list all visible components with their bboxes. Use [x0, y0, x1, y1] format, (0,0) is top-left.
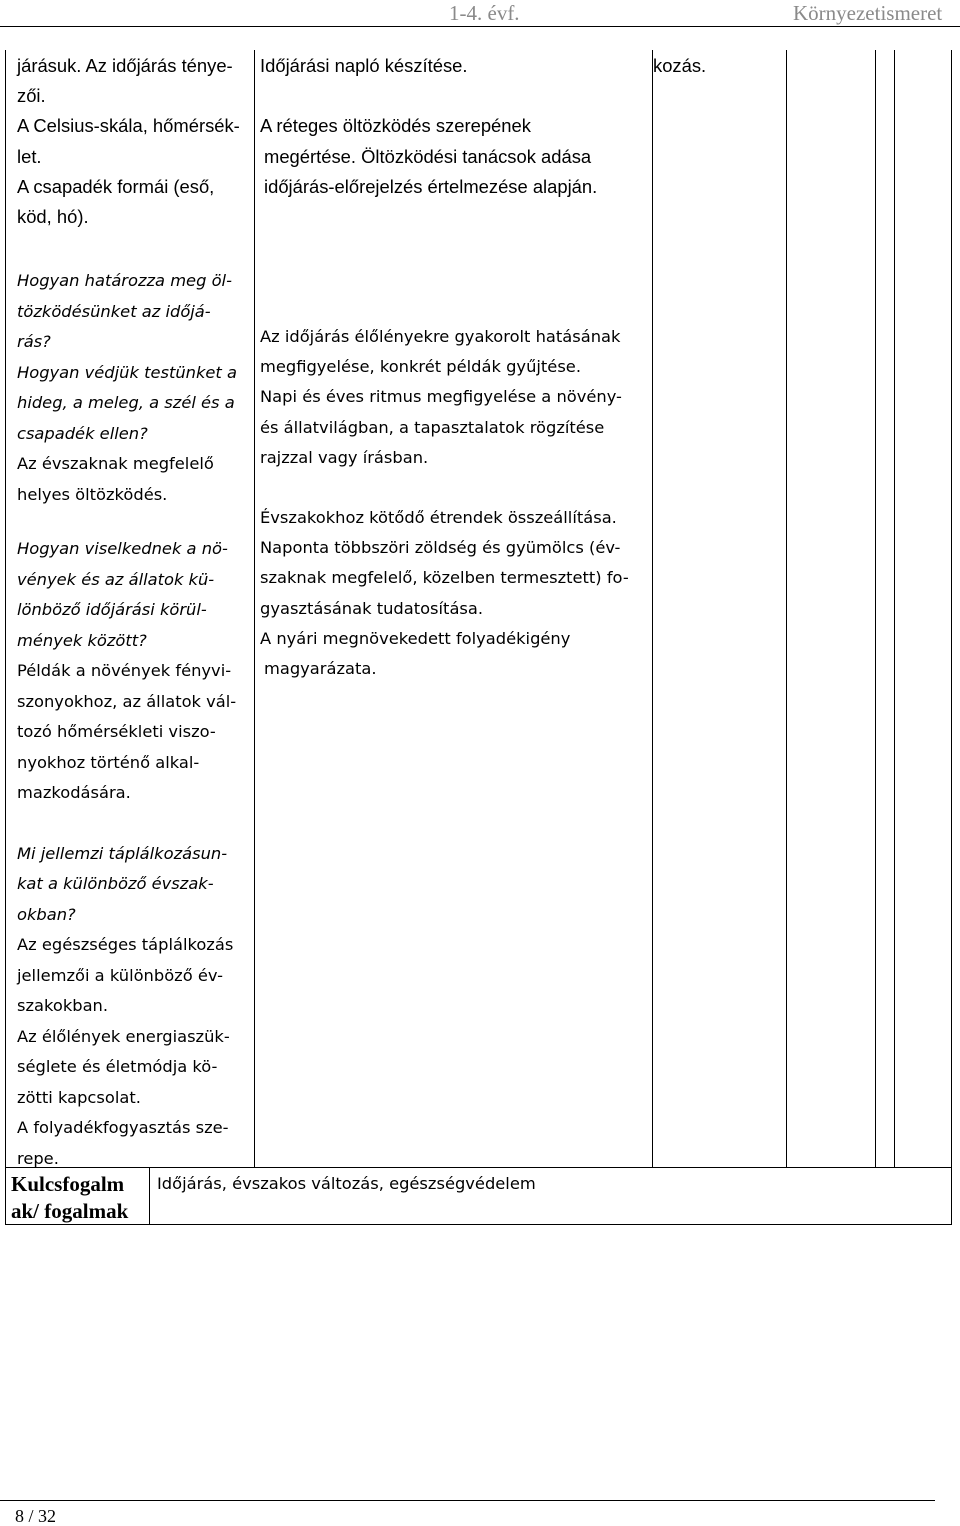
keywords-label-line: Kulcsfogalm [11, 1172, 125, 1196]
header-rule [0, 26, 960, 27]
column-divider-3 [786, 50, 787, 1167]
activity-line: rajzzal vagy írásban. [260, 447, 429, 467]
question-line: mények között? [17, 630, 147, 650]
topic-line: A csapadék formái (eső, [17, 175, 215, 197]
footer-rule [0, 1500, 935, 1501]
question-line: csapadék ellen? [17, 423, 148, 443]
column-divider-5 [894, 50, 895, 1167]
content-line: jellemzői a különböző év- [17, 965, 223, 985]
question-line: hideg, a meleg, a szél és a [17, 393, 235, 412]
content-line: zötti kapcsolat. [17, 1087, 141, 1107]
topic-line: zői. [17, 85, 46, 107]
topic-line: A Celsius-skála, hőmérsék- [17, 115, 240, 137]
content-line: nyokhoz történő alkal- [17, 752, 200, 772]
content-line: szakokban. [17, 996, 109, 1015]
content-line: mazkodására. [17, 783, 131, 802]
content-line: Példák a növények fényvi- [17, 661, 232, 680]
content-line: Az élőlények energiaszük- [17, 1026, 230, 1046]
column-divider-2 [652, 50, 653, 1167]
question-line: Hogyan viselkednek a nö- [17, 539, 228, 558]
activity-line: időjárás-előrejelzés értelmezése alapján. [264, 175, 598, 197]
connection-column-text: kozás. [653, 55, 707, 76]
question-line: lönböző időjárási körül- [17, 600, 207, 619]
column-divider-1 [254, 50, 255, 1167]
activity-line: megfigyelése, konkrét példák gyűjtése. [260, 357, 581, 377]
page-number: 8 / 32 [15, 1506, 57, 1526]
activity-line: Naponta többszöri zöldség és gyümölcs (év- [260, 538, 621, 558]
keywords-label-line: ak/ fogalmak [11, 1199, 129, 1223]
activity-line: A réteges öltözködés szerepének [260, 115, 531, 137]
subject-header: Környezetismeret [793, 1, 943, 25]
activity-column-lower [260, 322, 650, 684]
question-line: Mi jellemzi táplálkozásun- [17, 843, 228, 863]
content-line: Az évszaknak megfelelő [17, 454, 214, 473]
keywords-value: Időjárás, évszakos változás, egészségvédelem [157, 1174, 536, 1193]
table-border-right [951, 50, 952, 1225]
activity-line: magyarázata. [264, 659, 377, 679]
activity-line: szaknak megfelelő, közelben termesztett) fo- [260, 568, 629, 588]
activity-line: Időjárási napló készítése. [260, 55, 468, 76]
topic-line: let. [17, 145, 42, 167]
topic-column-top [17, 51, 253, 232]
topic-line: járásuk. Az időjárás ténye- [17, 55, 233, 76]
activity-line: Napi és éves ritmus megfigyelése a növény- [260, 387, 622, 407]
question-line: okban? [17, 904, 76, 924]
content-line: helyes öltözködés. [17, 484, 168, 504]
activity-line: gyasztásának tudatosítása. [260, 598, 484, 618]
question-line: rás? [17, 332, 51, 351]
content-line: séglete és életmódja kö- [17, 1057, 218, 1076]
column-divider-4 [875, 50, 876, 1167]
question-line: kat a különböző évszak- [17, 874, 214, 893]
activity-line: Évszakokhoz kötődő étrendek összeállítása. [260, 508, 617, 528]
activity-line [260, 81, 650, 111]
keywords-divider [149, 1167, 150, 1225]
content-line: szonyokhoz, az állatok vál- [17, 691, 237, 711]
question-line: Hogyan határozza meg öl- [17, 271, 232, 290]
topic-line: köd, hó). [17, 206, 89, 228]
activity-line: megértése. Öltözködési tanácsok adása [264, 145, 592, 167]
activity-line: Az időjárás élőlényekre gyakorolt hatásának [260, 327, 621, 346]
content-line: tozó hőmérsékleti viszo- [17, 722, 216, 741]
topic-column-lower [17, 266, 253, 1174]
activity-column-top [260, 51, 650, 202]
question-line: tözködésünket az időjá- [17, 301, 211, 321]
table-border-bottom [5, 1224, 952, 1225]
question-line: Hogyan védjük testünket a [17, 362, 237, 382]
content-line: Az egészséges táplálkozás [17, 935, 234, 954]
table-border-left [5, 50, 6, 1225]
activity-line: A nyári megnövekedett folyadékigény [260, 628, 571, 648]
question-line: vények és az állatok kü- [17, 569, 215, 589]
keywords-label [11, 1171, 128, 1225]
activity-line: és állatvilágban, a tapasztalatok rögzítése [260, 417, 605, 437]
grade-header: 1-4. évf. [449, 1, 520, 25]
content-line: A folyadékfogyasztás sze- [17, 1118, 229, 1137]
content-line: repe. [17, 1148, 59, 1168]
